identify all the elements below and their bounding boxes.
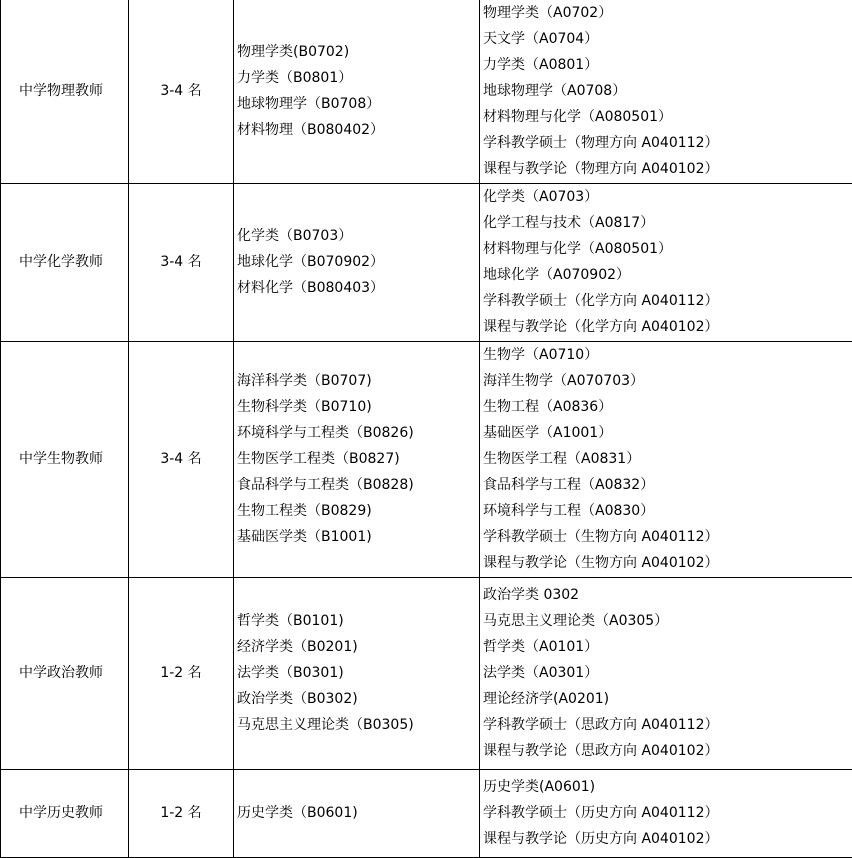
master-major: 政治学类 0302 <box>483 582 852 608</box>
master-major: 学科教学硕士（生物方向 A040112） <box>483 524 852 550</box>
bachelor-major: 物理学类(B0702) <box>237 39 479 65</box>
master-major: 物理学类（A0702） <box>483 0 852 26</box>
table-row <box>1 577 852 769</box>
table-row <box>1 341 852 577</box>
master-major: 课程与教学论（生物方向 A040102） <box>483 550 852 576</box>
master-major: 生物工程（A0836） <box>483 394 852 420</box>
bachelor-major: 基础医学类（B1001) <box>237 524 479 550</box>
bachelor-majors-cell <box>234 577 480 769</box>
bachelor-majors-cell <box>234 769 480 857</box>
master-major: 天文学（A0704） <box>483 26 852 52</box>
bachelor-majors-cell <box>234 183 480 341</box>
headcount-cell: 3-4 名 <box>129 341 234 577</box>
master-majors-cell <box>480 341 852 577</box>
master-major: 生物学（A0710） <box>483 342 852 368</box>
bachelor-major: 地球化学（B070902） <box>237 249 479 275</box>
master-major: 海洋生物学（A070703） <box>483 368 852 394</box>
master-major: 化学工程与技术（A0817） <box>483 210 852 236</box>
headcount-cell: 3-4 名 <box>129 0 234 183</box>
bachelor-major: 生物医学工程类（B0827) <box>237 446 479 472</box>
master-major: 材料物理与化学（A080501） <box>483 104 852 130</box>
master-major: 基础医学（A1001） <box>483 420 852 446</box>
bachelor-major: 食品科学与工程类（B0828) <box>237 472 479 498</box>
master-majors-cell <box>480 577 852 769</box>
bachelor-major: 历史学类（B0601) <box>237 800 479 826</box>
master-major: 历史学类(A0601) <box>483 774 852 800</box>
headcount-cell: 1-2 名 <box>129 769 234 857</box>
table-row <box>1 769 852 857</box>
bachelor-major: 政治学类（B0302) <box>237 686 479 712</box>
headcount-cell: 3-4 名 <box>129 183 234 341</box>
master-major: 课程与教学论（历史方向 A040102） <box>483 826 852 852</box>
master-major: 马克思主义理论类（A0305） <box>483 608 852 634</box>
bachelor-major: 法学类（B0301) <box>237 660 479 686</box>
master-major: 学科教学硕士（历史方向 A040112） <box>483 800 852 826</box>
bachelor-major: 材料化学（B080403） <box>237 275 479 301</box>
master-major: 法学类（A0301） <box>483 660 852 686</box>
headcount-cell: 1-2 名 <box>129 577 234 769</box>
table-row <box>1 0 852 183</box>
master-major: 化学类（A0703） <box>483 184 852 210</box>
bachelor-major: 化学类（B0703） <box>237 223 479 249</box>
master-major: 生物医学工程（A0831） <box>483 446 852 472</box>
master-major: 课程与教学论（化学方向 A040102） <box>483 314 852 340</box>
master-major: 学科教学硕士（物理方向 A040112） <box>483 130 852 156</box>
master-major: 学科教学硕士（思政方向 A040112） <box>483 712 852 738</box>
master-major: 力学类（A0801） <box>483 52 852 78</box>
bachelor-major: 马克思主义理论类（B0305) <box>237 712 479 738</box>
position-cell: 中学历史教师 <box>1 769 129 857</box>
master-major: 环境科学与工程（A0830） <box>483 498 852 524</box>
master-majors-cell <box>480 0 852 183</box>
bachelor-major: 生物工程类（B0829) <box>237 498 479 524</box>
position-cell: 中学化学教师 <box>1 183 129 341</box>
bachelor-major: 地球物理学（B0708） <box>237 91 479 117</box>
bachelor-major: 经济学类（B0201) <box>237 634 479 660</box>
bachelor-major: 生物科学类（B0710) <box>237 394 479 420</box>
master-major: 地球物理学（A0708） <box>483 78 852 104</box>
bachelor-major: 材料物理（B080402） <box>237 117 479 143</box>
bachelor-major: 海洋科学类（B0707) <box>237 368 479 394</box>
table-body <box>1 0 852 857</box>
master-major: 课程与教学论（物理方向 A040102） <box>483 156 852 182</box>
position-cell: 中学物理教师 <box>1 0 129 183</box>
master-majors-cell <box>480 183 852 341</box>
master-major: 学科教学硕士（化学方向 A040112） <box>483 288 852 314</box>
master-major: 理论经济学(A0201) <box>483 686 852 712</box>
position-cell: 中学生物教师 <box>1 341 129 577</box>
bachelor-major: 环境科学与工程类（B0826) <box>237 420 479 446</box>
master-majors-cell <box>480 769 852 857</box>
master-major: 食品科学与工程（A0832） <box>483 472 852 498</box>
master-major: 材料物理与化学（A080501） <box>483 236 852 262</box>
bachelor-majors-cell <box>234 0 480 183</box>
master-major: 地球化学（A070902） <box>483 262 852 288</box>
master-major: 哲学类（A0101） <box>483 634 852 660</box>
bachelor-major: 力学类（B0801） <box>237 65 479 91</box>
bachelor-majors-cell <box>234 341 480 577</box>
bachelor-major: 哲学类（B0101) <box>237 608 479 634</box>
position-cell: 中学政治教师 <box>1 577 129 769</box>
master-major: 课程与教学论（思政方向 A040102） <box>483 738 852 764</box>
table-row <box>1 183 852 341</box>
